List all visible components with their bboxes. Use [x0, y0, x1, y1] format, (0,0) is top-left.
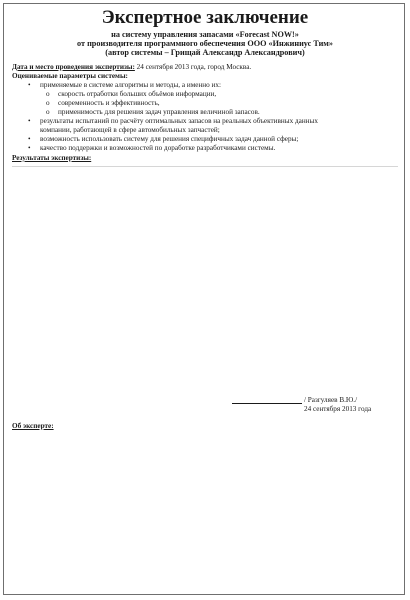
bullet-marker: •: [28, 144, 31, 152]
sub-bullet-marker: o: [46, 99, 50, 107]
date-label: Дата и место проведения экспертизы:: [12, 63, 135, 71]
bullet-text: возможность использовать систему для решения специфичных задач данной сферы;: [40, 135, 299, 143]
date-line: [12, 63, 398, 71]
signature-line: [232, 403, 302, 404]
subject-line: на систему управления запасами «Forecast NOW!»: [111, 30, 299, 39]
date-value: 24 сентября 2013 года, город Москва.: [136, 63, 252, 71]
sub-bullet-text: применимость для решения задач управления величиной запасов.: [58, 108, 260, 116]
bullet-text: компании, работающей в сфере автомобильных запчастей;: [40, 126, 220, 134]
expert-heading: Об эксперте:: [12, 422, 54, 430]
document-page: [3, 3, 405, 595]
bullet-text: качество поддержки и возможностей по доработке разработчиками системы.: [40, 144, 276, 152]
signature-name: / Разгуляев В.Ю./: [304, 396, 358, 404]
params-heading: Оцениваемые параметры системы:: [12, 72, 128, 80]
results-heading: Результаты экспертизы:: [12, 154, 92, 162]
signature-date: 24 сентября 2013 года: [304, 405, 372, 413]
bullet-marker: •: [28, 117, 31, 125]
sub-bullet-text: современность и эффективность,: [58, 99, 160, 107]
sub-bullet-marker: o: [46, 90, 50, 98]
author-line: (автор системы – Грищай Александр Александрович): [105, 48, 305, 57]
bullet-text: применяемые в системе алгоритмы и методы, а именно их:: [40, 81, 221, 89]
document-title: Экспертное заключение: [101, 7, 309, 28]
bullet-marker: •: [28, 135, 31, 143]
sub-bullet-text: скорость отработки больших объёмов информации,: [58, 90, 217, 98]
bullet-marker: •: [28, 81, 31, 89]
bullet-text: результаты испытаний по расчёту оптимальных запасов на реальных объективных данных: [40, 117, 318, 125]
producer-line: от производителя программного обеспечения ООО «Инжиниус Тим»: [77, 39, 333, 48]
illegible-paragraph-placeholder: [12, 166, 398, 171]
sub-bullet-marker: o: [46, 108, 50, 116]
